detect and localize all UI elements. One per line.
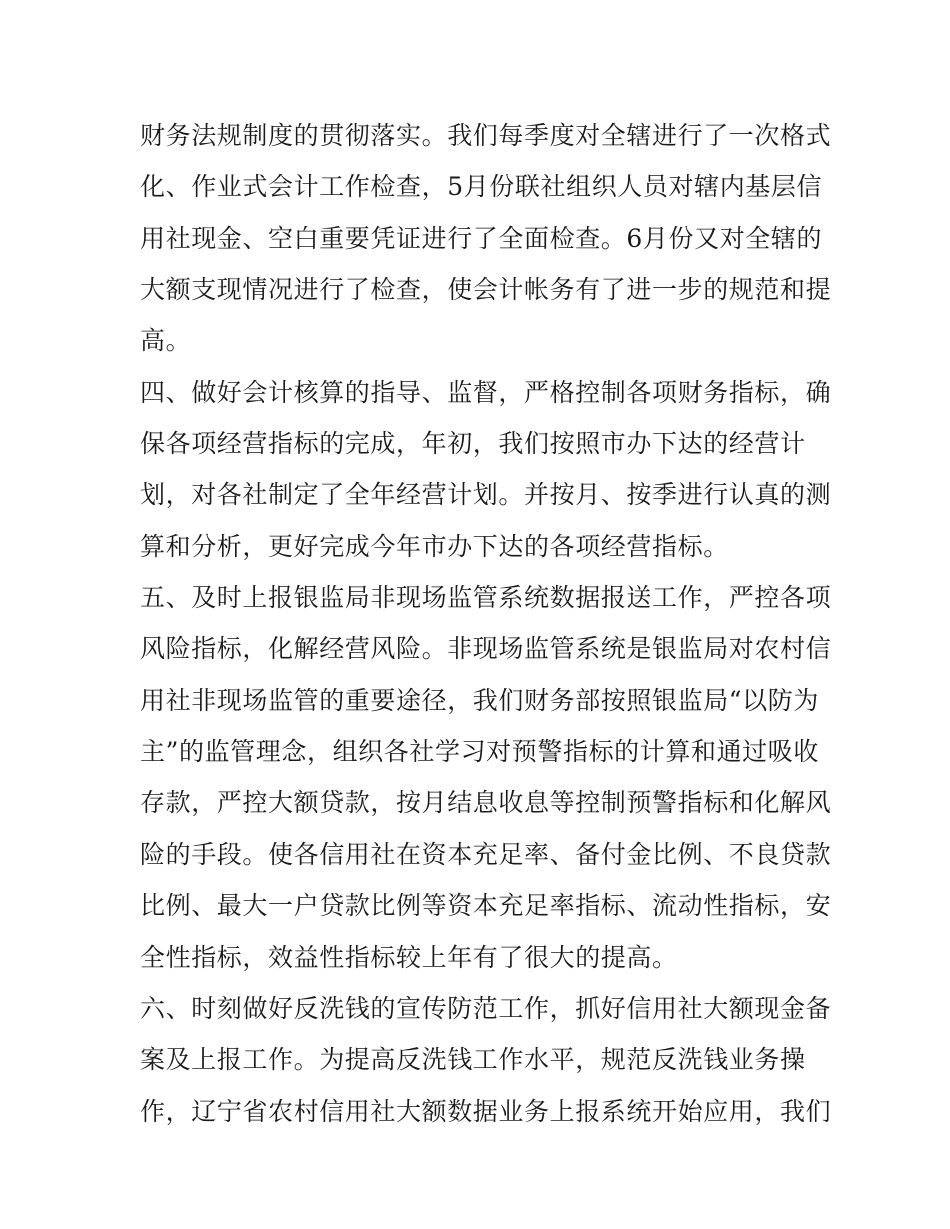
text-line: 划，对各社制定了全年经营计划。并按月、按季进行认真的测 bbox=[140, 480, 832, 510]
text-line: 险的手段。使各信用社在资本充足率、备付金比例、不良贷款 bbox=[140, 839, 832, 869]
section-five-heading-line: 五、及时上报银监局非现场监管系统数据报送工作，严控各项 bbox=[140, 583, 832, 613]
text-line: 高。 bbox=[140, 326, 192, 356]
text-line: 风险指标，化解经营风险。非现场监管系统是银监局对农村信 bbox=[140, 634, 832, 664]
section-six-heading-line: 六、时刻做好反洗钱的宣传防范工作，抓好信用社大额现金备 bbox=[140, 993, 832, 1023]
text-line: 化、作业式会计工作检查，5月份联社组织人员对辖内基层信 bbox=[140, 172, 823, 202]
text-line: 比例、最大一户贷款比例等资本充足率指标、流动性指标，安 bbox=[140, 891, 832, 921]
text-line: 算和分析，更好完成今年市办下达的各项经营指标。 bbox=[140, 531, 729, 561]
text-line: 主”的监管理念，组织各社学习对预警指标的计算和通过吸收 bbox=[140, 737, 819, 767]
text-line: 用社非现场监管的重要途径，我们财务部按照银监局“以防为 bbox=[140, 685, 819, 715]
text-line: 用社现金、空白重要凭证进行了全面检查。6月份又对全辖的 bbox=[140, 223, 823, 253]
text-line: 存款，严控大额贷款，按月结息收息等控制预警指标和化解风 bbox=[140, 788, 832, 818]
text-line: 保各项经营指标的完成，年初，我们按照市办下达的经营计 bbox=[140, 429, 806, 459]
text-line: 案及上报工作。为提高反洗钱工作水平，规范反洗钱业务操 bbox=[140, 1045, 806, 1075]
text-line: 财务法规制度的贯彻落实。我们每季度对全辖进行了一次格式 bbox=[140, 121, 832, 150]
section-four-heading-line: 四、做好会计核算的指导、监督，严格控制各项财务指标，确 bbox=[140, 377, 832, 407]
body-text bbox=[140, 110, 830, 1137]
text-line: 作，辽宁省农村信用社大额数据业务上报系统开始应用，我们 bbox=[140, 1096, 832, 1126]
text-line: 大额支现情况进行了检查，使会计帐务有了进一步的规范和提 bbox=[140, 275, 832, 305]
text-line: 全性指标，效益性指标较上年有了很大的提高。 bbox=[140, 942, 678, 972]
